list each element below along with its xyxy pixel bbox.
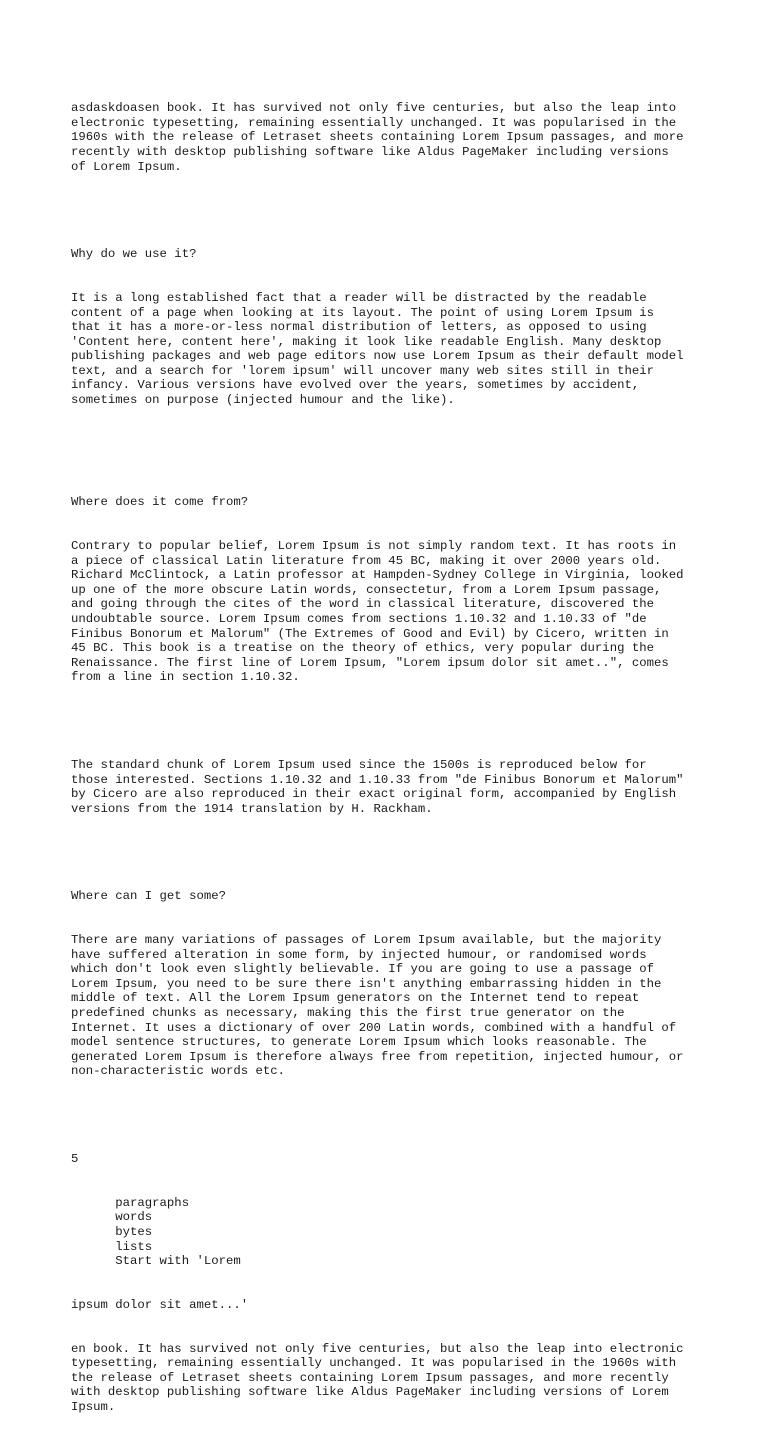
intro-paragraph xyxy=(71,101,711,174)
text-line: middle of text. All the Lorem Ipsum generators on the Internet tend to repeat xyxy=(71,991,640,1006)
text-line: The standard chunk of Lorem Ipsum used since the 1500s is reproduced below for xyxy=(71,757,647,772)
text-line: asdaskdoasen book. It has survived not only five centuries, but also the leap into xyxy=(71,101,677,116)
text-line: en book. It has survived not only five centuries, but also the leap into electronic xyxy=(71,1341,684,1356)
text-line: the release of Letraset sheets containing Lorem Ipsum passages, and more recently xyxy=(71,1370,669,1385)
text-line: There are many variations of passages of Lorem Ipsum available, but the majority xyxy=(71,933,662,948)
text-line: Renaissance. The first line of Lorem Ipsum, "Lorem ipsum dolor sit amet..", comes xyxy=(71,655,669,670)
text-line: from a line in section 1.10.32. xyxy=(71,670,300,685)
text-line: up one of the more obscure Latin words, consectetur, from a Lorem Ipsum passage, xyxy=(71,582,662,597)
text-line: versions from the 1914 translation by H. Rackham. xyxy=(71,801,433,816)
text-line: predefined chunks as necessary, making this the first true generator on the xyxy=(71,1006,625,1020)
generator-options xyxy=(71,1196,711,1269)
text-line: It is a long established fact that a reader will be distracted by the readable xyxy=(71,290,647,305)
text-line: model sentence structures, to generate Lorem Ipsum which looks reasonable. The xyxy=(71,1035,647,1050)
text-line: recently with desktop publishing software like Aldus PageMaker including versions xyxy=(71,144,669,159)
text-line: Contrary to popular belief, Lorem Ipsum is not simply random text. It has roots in xyxy=(71,539,677,553)
text-line: generated Lorem Ipsum is therefore always free from repetition, injected humour, or xyxy=(71,1049,684,1064)
text-line: lists xyxy=(71,1239,153,1254)
generator-count: 5 xyxy=(71,1151,79,1166)
text-line: and going through the cites of the word in classical literature, discovered the xyxy=(71,597,654,612)
text-line: paragraphs xyxy=(71,1195,190,1210)
text-line: Richard McClintock, a Latin professor at Hampden-Sydney College in Virginia, looked xyxy=(71,568,684,583)
text-line: Lorem Ipsum, you need to be sure there isn't anything embarrassing hidden in the xyxy=(71,976,662,991)
text-line: typesetting, remaining essentially unchanged. It was popularised in the 1960s with xyxy=(71,1356,677,1371)
text-line: that it has a more-or-less normal distribution of letters, as opposed to using xyxy=(71,320,647,335)
text-line: which don't look even slightly believable. If you are going to use a passage of xyxy=(71,962,654,977)
text-line: of Lorem Ipsum. xyxy=(71,159,182,174)
where-from-paragraph xyxy=(71,539,711,685)
text-line: Ipsum. xyxy=(71,1400,116,1415)
why-paragraph xyxy=(71,291,711,408)
text-line: sometimes on purpose (injected humour and the like). xyxy=(71,393,455,408)
text-line: 'Content here, content here', making it look like readable English. Many desktop xyxy=(71,334,662,349)
why-heading: Why do we use it? xyxy=(71,247,197,262)
text-line: words xyxy=(71,1210,153,1225)
text-line: with desktop publishing software like Aldus PageMaker including versions of Lorem xyxy=(71,1385,669,1400)
text-line: a piece of classical Latin literature from 45 BC, making it over 2000 years old. xyxy=(71,553,662,568)
outro-paragraph xyxy=(71,1342,711,1415)
document-page xyxy=(71,72,711,1429)
where-get-paragraph xyxy=(71,933,711,1079)
text-line: 45 BC. This book is a treatise on the theory of ethics, very popular during the xyxy=(71,641,654,656)
text-line: infancy. Various versions have evolved over the years, sometimes by accident, xyxy=(71,378,640,393)
text-line: bytes xyxy=(71,1224,153,1239)
text-line: those interested. Sections 1.10.32 and 1.10.33 from "de Finibus Bonorum et Malorum" xyxy=(71,772,684,787)
text-line: content of a page when looking at its layout. The point of using Lorem Ipsum is xyxy=(71,305,654,320)
text-line: Internet. It uses a dictionary of over 200 Latin words, combined with a handful of xyxy=(71,1020,677,1035)
where-get-heading: Where can I get some? xyxy=(71,889,226,904)
text-line: by Cicero are also reproduced in their exact original form, accompanied by English xyxy=(71,787,677,802)
text-line: electronic typesetting, remaining essentially unchanged. It was popularised in the xyxy=(71,115,677,130)
standard-chunk-paragraph xyxy=(71,758,711,816)
where-from-heading: Where does it come from? xyxy=(71,495,249,510)
text-line: publishing packages and web page editors now use Lorem Ipsum as their default model xyxy=(71,349,684,364)
text-line: have suffered alteration in some form, by injected humour, or randomised words xyxy=(71,947,647,962)
generator-tail: ipsum dolor sit amet...' xyxy=(71,1297,249,1312)
text-line: Start with 'Lorem xyxy=(71,1254,241,1269)
text-line: Finibus Bonorum et Malorum" (The Extremes of Good and Evil) by Cicero, written in xyxy=(71,626,669,641)
text-line: text, and a search for 'lorem ipsum' will uncover many web sites still in their xyxy=(71,363,654,378)
text-line: non-characteristic words etc. xyxy=(71,1064,286,1079)
text-line: 1960s with the release of Letraset sheets containing Lorem Ipsum passages, and more xyxy=(71,130,684,145)
text-line: undoubtable source. Lorem Ipsum comes from sections 1.10.32 and 1.10.33 of "de xyxy=(71,611,647,626)
